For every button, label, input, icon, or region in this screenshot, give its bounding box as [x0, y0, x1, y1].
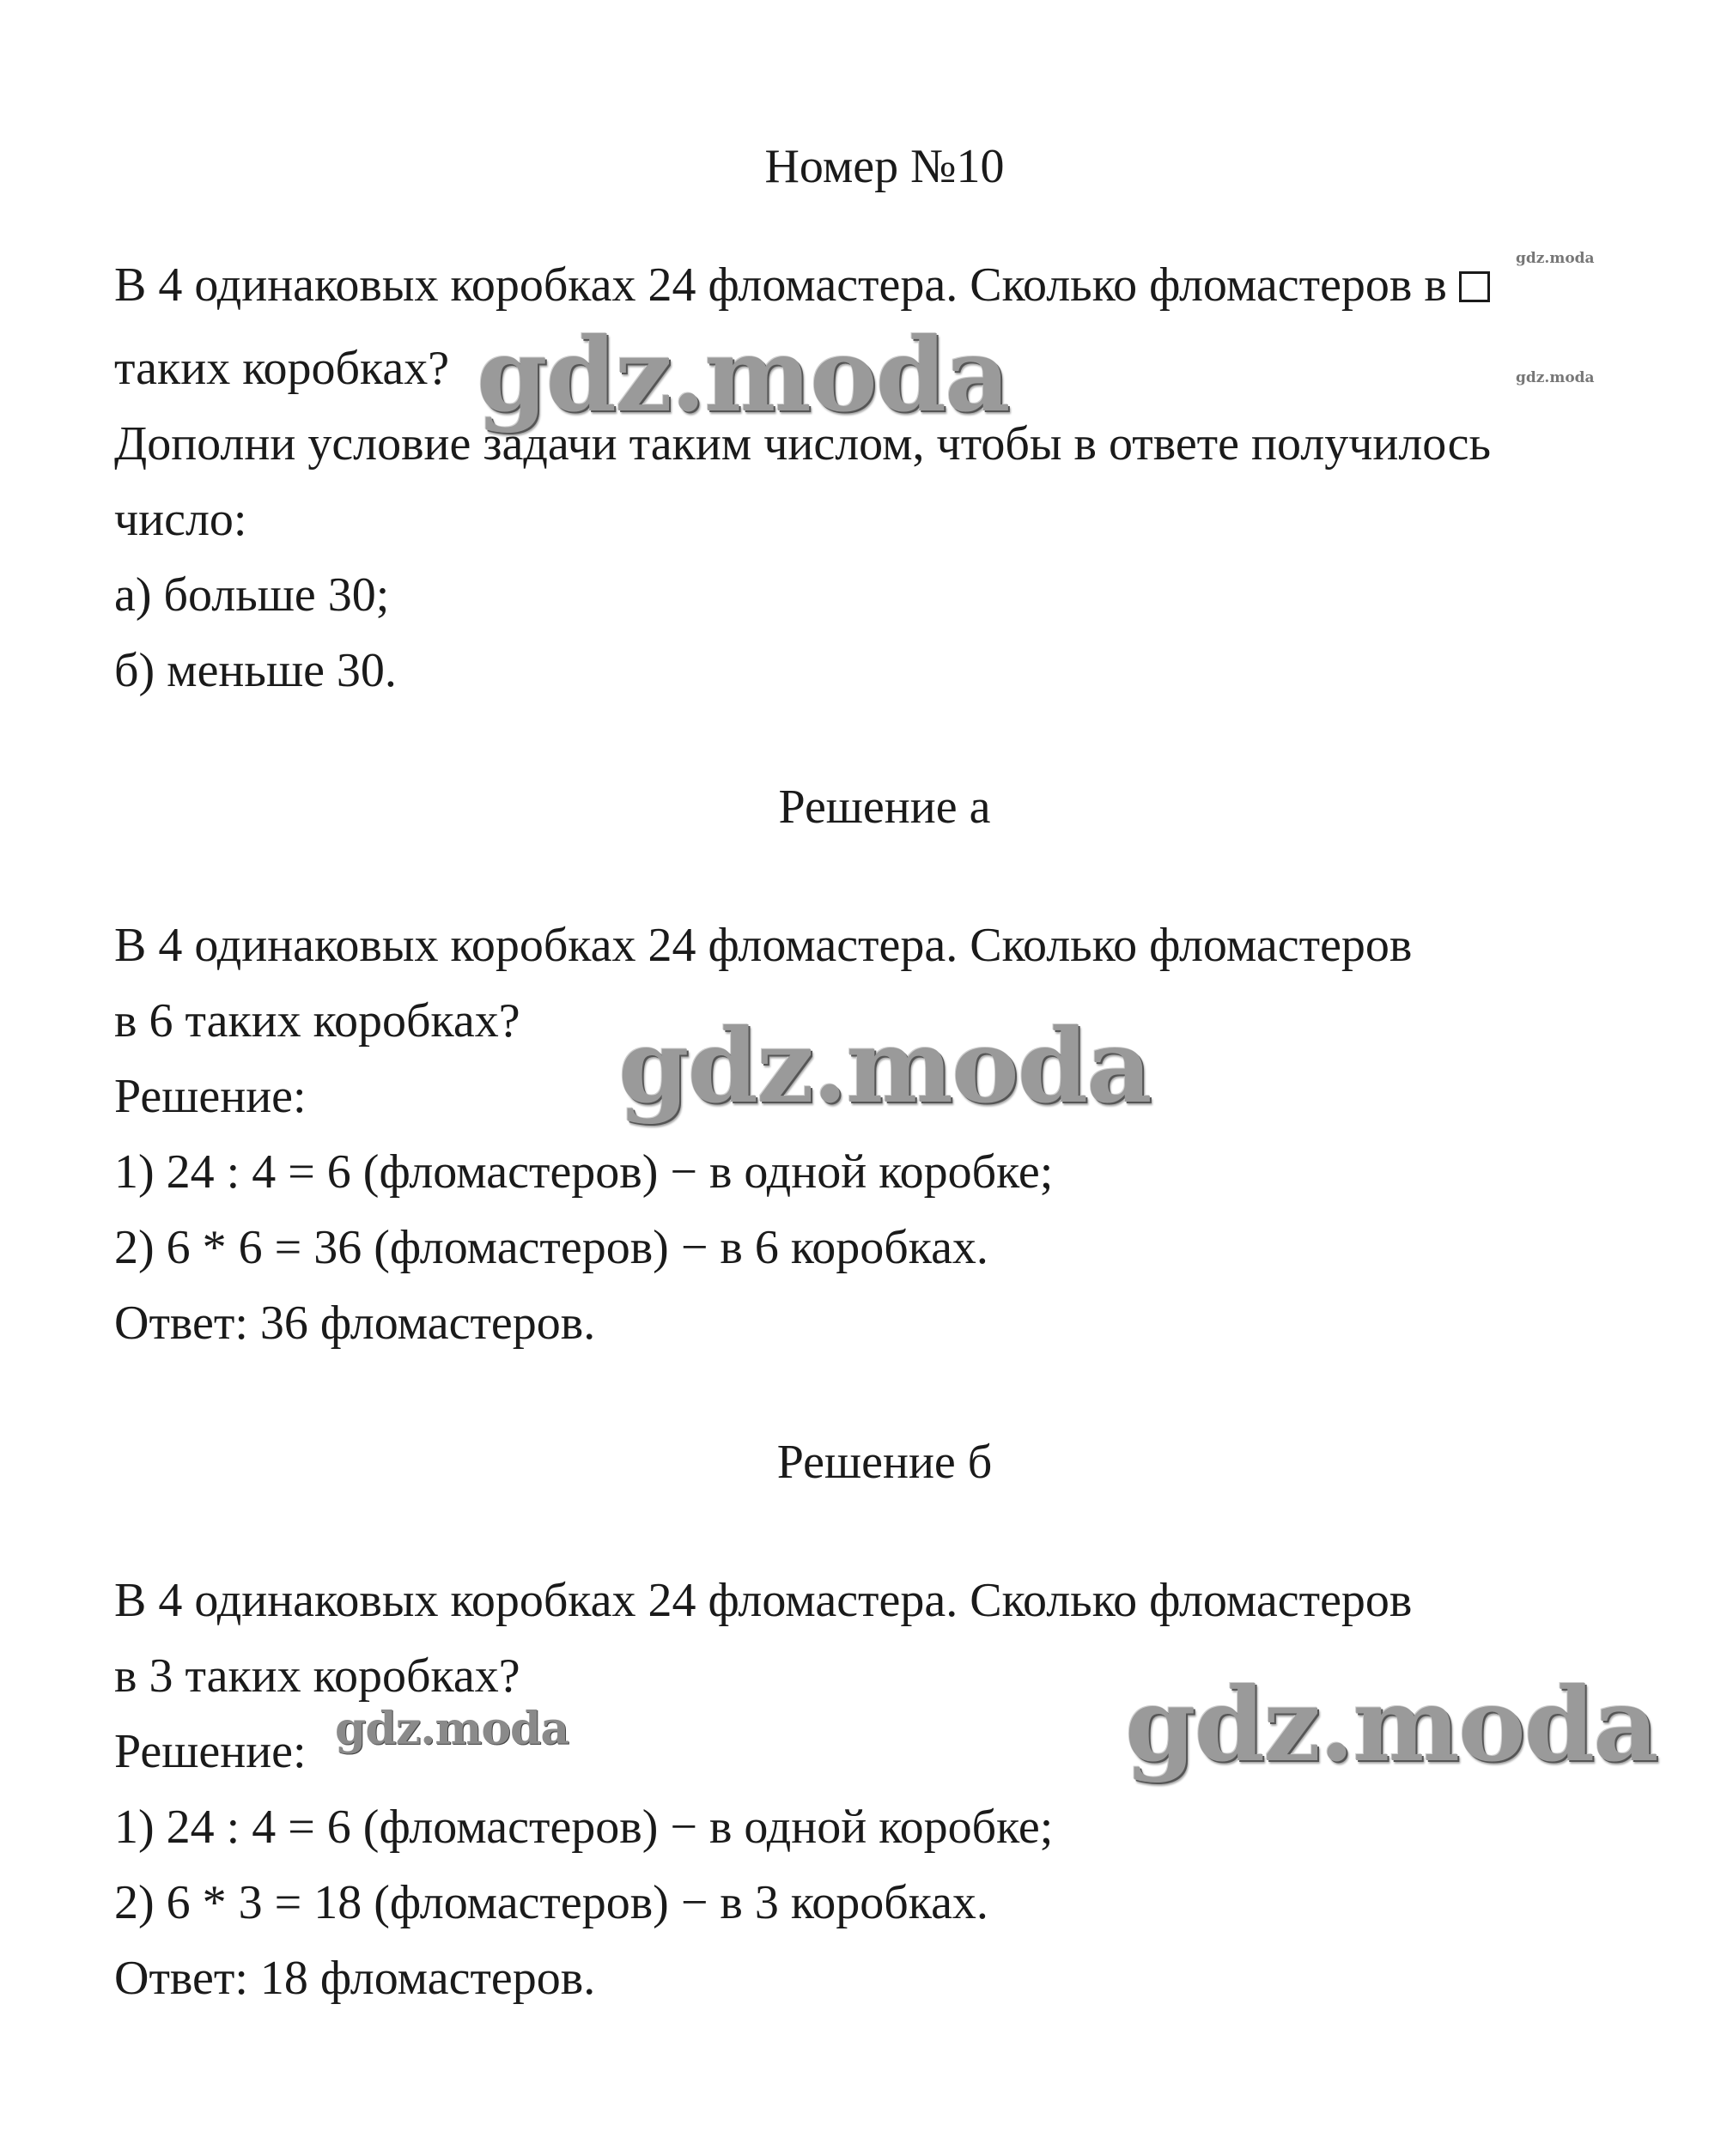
- solution-b-answer: Ответ: 18 фломастеров.: [114, 1952, 596, 2005]
- solution-a-condition-1: В 4 одинаковых коробках 24 фломастера. Сколько фломастеров: [114, 919, 1413, 972]
- solution-b-heading: Решение б: [776, 1436, 993, 1489]
- solution-a-heading: Решение а: [778, 780, 991, 834]
- solution-b-condition-2: в 3 таких коробках?: [114, 1649, 520, 1703]
- problem-text: В 4 одинаковых коробках 24 фломастера. Сколько фломастеров в: [114, 258, 1447, 312]
- problem-line-1: [114, 258, 1490, 312]
- blank-box-icon: [1459, 271, 1490, 302]
- solution-a-step-2: 2) 6 * 6 = 36 (фломастеров) − в 6 коробках.: [114, 1221, 988, 1274]
- solution-a-step-1: 1) 24 : 4 = 6 (фломастеров) − в одной коробке;: [114, 1145, 1054, 1199]
- watermark-logo: gdz.moda: [618, 1006, 1151, 1126]
- solution-b-condition-1: В 4 одинаковых коробках 24 фломастера. Сколько фломастеров: [114, 1574, 1413, 1627]
- watermark-logo: gdz.moda: [477, 315, 1009, 434]
- watermark-logo: gdz.moda: [1516, 369, 1595, 386]
- problem-line-4: число:: [114, 493, 247, 546]
- solution-b-step-1: 1) 24 : 4 = 6 (фломастеров) − в одной коробке;: [114, 1801, 1054, 1854]
- watermark-logo: gdz.moda: [335, 1703, 569, 1755]
- solution-b-step-2: 2) 6 * 3 = 18 (фломастеров) − в 3 коробках.: [114, 1876, 988, 1929]
- option-a: а) больше 30;: [114, 568, 390, 622]
- solution-a-label: Решение:: [114, 1070, 307, 1123]
- option-b: б) меньше 30.: [114, 644, 397, 697]
- watermark-logo: gdz.moda: [1125, 1665, 1657, 1784]
- solution-b-label: Решение:: [114, 1725, 307, 1778]
- watermark-logo: gdz.moda: [1516, 250, 1595, 267]
- page-title: Номер №10: [764, 140, 1005, 193]
- solution-a-answer: Ответ: 36 фломастеров.: [114, 1297, 596, 1350]
- problem-line-3: Дополни условие задачи таким числом, чтобы в ответе получилось: [114, 417, 1492, 471]
- solution-a-condition-2: в 6 таких коробках?: [114, 994, 520, 1048]
- problem-line-2: таких коробках?: [114, 342, 450, 395]
